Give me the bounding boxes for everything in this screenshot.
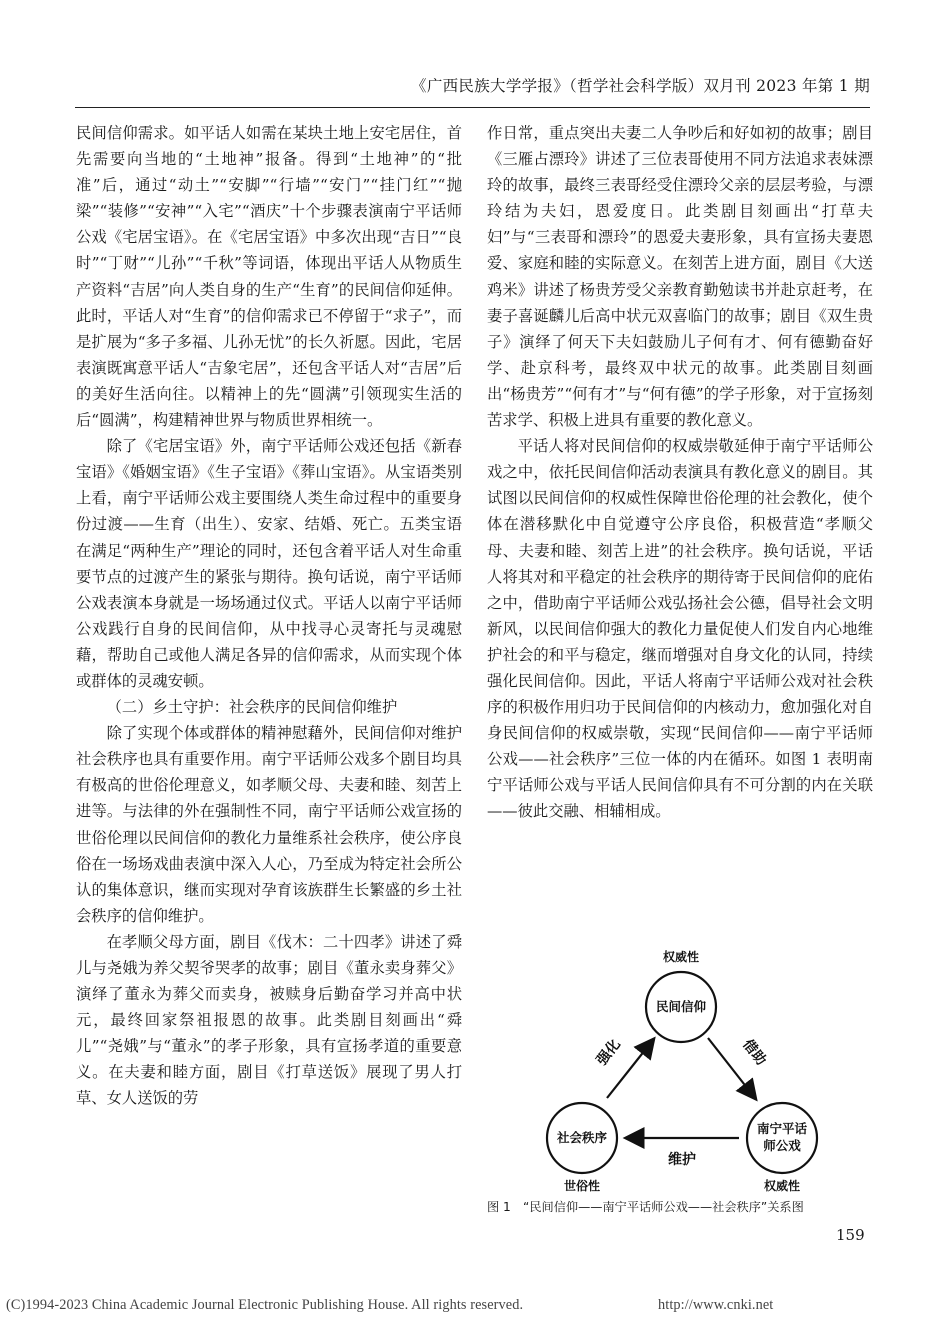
figure-1 bbox=[487, 940, 873, 1230]
paragraph: 平话人将对民间信仰的权威崇敬延伸于南宁平话师公戏之中，依托民间信仰活动表演具有教化意义的剧目。其试图以民间信仰的权威性保障世俗伦理的社会教化，使个体在潜移默化中自觉遵守公序良俗，积极营造“孝顺父母、夫妻和睦、刻苦上进”的社会秩序。换句话说，平话人将其对和平稳定的社会秩序的期待寄于民间信仰的庇佑之中，借助南宁平话师公戏弘扬社会公德，倡导社会文明新风，以民间信仰强大的教化力量促使人们发自内心地维护社会的和平与稳定，继而增强对自身文化的认同，持续强化民间信仰。因此，平话人将南宁平话师公戏对社会秩序的积极作用归功于民间信仰的内核动力，愈加强化对自身民间信仰的权威崇敬，实现“民间信仰——南宁平话师公戏——社会秩序”三位一体的内在循环。如图 1 表明南宁平话师公戏与平话人民间信仰具有不可分割的内在关联——彼此交融、相辅相成。 bbox=[487, 437, 873, 821]
header-rule bbox=[75, 107, 870, 108]
arrow-label-maintain: 维护 bbox=[668, 1152, 696, 1168]
page-number: 159 bbox=[836, 1226, 865, 1244]
left-column bbox=[76, 120, 462, 1112]
node-shigong-opera-label-1: 南宁平话 bbox=[756, 1121, 808, 1136]
tag-authority-right: 权威性 bbox=[763, 1179, 801, 1193]
paragraph: 除了实现个体或群体的精神慰藉外，民间信仰对维护社会秩序也具有重要作用。南宁平话师公戏多个剧目均具有极高的世俗伦理意义，如孝顺父母、夫妻和睦、刻苦上进等。与法律的外在强制性不同，南宁平话师公戏宣扬的世俗伦理以民间信仰的教化力量维系社会秩序，使公序良俗在一场场戏曲表演中深入人心，乃至成为特定社会所公认的集体意识，继而实现对孕育该族群生长繁盛的乡土社会秩序的信仰维护。 bbox=[76, 724, 462, 925]
figure-caption: 图 1 “民间信仰——南宁平话师公戏——社会秩序”关系图 bbox=[487, 1200, 804, 1214]
node-shigong-opera-label-2: 师公戏 bbox=[763, 1138, 801, 1153]
node-social-order-label: 社会秩序 bbox=[556, 1130, 608, 1145]
relationship-diagram bbox=[487, 940, 873, 1200]
paragraph: 民间信仰需求。如平话人如需在某块土地上安宅居住，首先需要向当地的“土地神”报备。得到“土地神”的“批准”后，通过“动土”“安脚”“行墙”“安门”“挂门红”“抛梁”“装修”“安神”“入宅”“酒庆”十个步骤表演南宁平话师公戏《宅居宝语》。在《宅居宝语》中多次出现“吉日”“良时”“丁财”“儿孙”“千秋”等词语，体现出平话人从物质生产资料“吉居”向人类自身的生产“生育”的民间信仰延伸。此时，平话人对“生育”的信仰需求已不停留于“求子”，而是扩展为“多子多福、儿孙无忧”的长久祈愿。因此，宅居表演既寓意平话人“吉象宅居”，还包含平话人对“吉居”后的美好生活向往。以精神上的先“圆满”引领现实生活的后“圆满”，构建精神世界与物质世界相统一。 bbox=[76, 124, 462, 430]
paragraph: 在孝顺父母方面，剧目《伐木：二十四孝》讲述了舜儿与尧娥为养父契爷哭孝的故事；剧目《董永卖身葬父》演绎了董永为葬父而卖身，被赎身后勤奋学习并高中状元，最终回家祭祖报恩的故事。此类剧目刻画出“舜儿”“尧娥”与“董永”的孝子形象，具有宣扬孝道的重要意义。在夫妻和睦方面，剧目《打草送饭》展现了男人打草、女人送饭的劳 bbox=[76, 932, 462, 1108]
tag-authority-top: 权威性 bbox=[662, 950, 700, 964]
arrow-label-strengthen: 强化 bbox=[593, 1036, 624, 1069]
paragraph: 除了《宅居宝语》外，南宁平话师公戏还包括《新春宝语》《婚姻宝语》《生子宝语》《葬山宝语》。从宝语类别上看，南宁平话师公戏主要围绕人类生命过程中的重要身份过渡——生育（出生）、安家、结婚、死亡。五类宝语在满足“两种生产”理论的同时，还包含着平话人对生命重要节点的过渡产生的紧张与期待。换句话说，南宁平话师公戏表演本身就是一场场通过仪式。平话人以南宁平话师公戏践行自身的民间信仰，从中找寻心灵寄托与灵魂慰藉，帮助自己或他人满足各异的信仰需求，从而实现个体或群体的灵魂安顿。 bbox=[76, 437, 462, 690]
copyright-footer bbox=[6, 1297, 936, 1314]
running-header: 《广西民族大学学报》（哲学社会科学版）双月刊 2023 年第 1 期 bbox=[411, 77, 870, 95]
section-heading: （二）乡土守护：社会秩序的民间信仰维护 bbox=[106, 698, 398, 717]
node-folk-belief-label: 民间信仰 bbox=[655, 999, 707, 1014]
right-column bbox=[487, 120, 873, 825]
copyright-text: (C)1994-2023 China Academic Journal Electronic Publishing House. All rights reserved. bbox=[6, 1297, 524, 1313]
cnki-link[interactable]: http://www.cnki.net bbox=[658, 1297, 774, 1313]
arrow-label-borrow: 借助 bbox=[739, 1036, 770, 1069]
tag-secular-left: 世俗性 bbox=[563, 1179, 601, 1193]
paragraph: 作日常，重点突出夫妻二人争吵后和好如初的故事；剧目《三雁占漂玲》讲述了三位表哥使用不同方法追求表妹漂玲的故事，最终三表哥经受住漂玲父亲的层层考验，与漂玲结为夫妇，恩爱度日。此类剧目刻画出“打草夫妇”与“三表哥和漂玲”的恩爱夫妻形象，具有宣扬夫妻恩爱、家庭和睦的实际意义。在刻苦上进方面，剧目《大送鸡米》讲述了杨贵芳受父亲教育勤勉读书并赴京赶考，在妻子喜诞麟儿后高中状元双喜临门的故事；剧目《双生贵子》演绎了何天下夫妇鼓励儿子何有才、何有德勤奋好学、赴京科考，最终双中状元的故事。此类剧目刻画出“杨贵芳”“何有才”与“何有德”的学子形象，对于宣扬刻苦求学、积极上进具有重要的教化意义。 bbox=[487, 124, 873, 430]
